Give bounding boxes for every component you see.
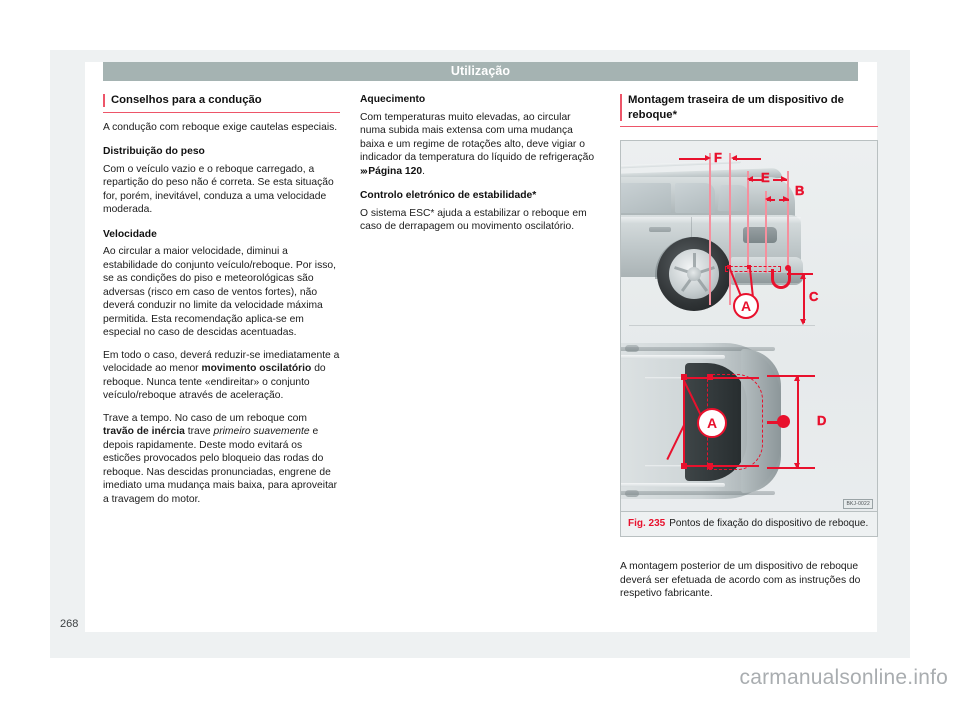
subheading-velocidade: Velocidade [103, 228, 157, 240]
paragraph-distribuicao: Com o veículo vazio e o reboque carregado, a repartição do peso não é correta. Se esta situação for, porém, inevitável, conduza a uma velocidade moderada. [103, 163, 334, 215]
subheading-aquecimento: Aquecimento [360, 94, 426, 105]
aquecimento-text: Com temperaturas muito elevadas, ao circular numa subida mais extensa com uma mudança baixa e um regime de rotações alto, deve vigiar o indicador da temperatura do líquido de refrigeração [360, 111, 595, 163]
column-two [360, 93, 597, 243]
subheading-distribuicao: Distribuição do peso [103, 146, 205, 157]
paragraph-intro: A condução com reboque exige cautelas especiais. [103, 121, 338, 133]
callout-marker-A-side: A [733, 293, 759, 319]
paragraph-montagem-posterior: A montagem posterior de um dispositivo de reboque deverá ser efetuada de acordo com as instruções do respetivo fabricante. [620, 561, 861, 599]
subheading-controlo-esc: Controlo eletrónico de estabilidade* [360, 190, 537, 201]
callout-marker-A-top: A [697, 408, 727, 438]
page-number: 268 [60, 618, 79, 630]
text-after-travao: e depois rapidamente. Deste modo evitará os esticões provocados pelo bloqueio das rodas do reboque. Nas descidas pronunciadas, engrene de imediato uma mudança mais baixa, para aproveitar a travagem do motor. [103, 426, 338, 505]
dimension-label-D: D [817, 413, 827, 428]
paragraph-aquecimento [360, 111, 597, 179]
figure-caption [620, 512, 878, 537]
figure-image-code: BKJ-0022 [843, 499, 873, 509]
running-head-bar [103, 62, 858, 81]
dimension-label-C: C [809, 289, 819, 304]
cross-reference-label: Página 120 [368, 165, 423, 177]
text-before-travao: Trave a tempo. No caso de um reboque com [103, 412, 307, 424]
text-before-bold: Em todo o caso, deverá reduzir-se imediatamente a velocidade ao menor [103, 349, 340, 374]
site-watermark: carmanualsonline.info [739, 666, 948, 689]
paragraph-controlo-esc: O sistema ESC* ajuda a estabilizar o reboque em caso de derrapagem ou movimento oscilatório. [360, 207, 587, 232]
dimension-label-E: E [761, 170, 770, 185]
figure-image-tow-hitch [620, 140, 878, 512]
figure-caption-text: Pontos de fixação do dispositivo de reboque. [669, 518, 869, 529]
paragraph-travagem [103, 412, 340, 507]
section-heading-conselhos: Conselhos para a condução [103, 93, 340, 113]
paragraph-velocidade: Ao circular a maior velocidade, diminui a estabilidade do conjunto veículo/reboque. Por isso, se as condições do piso e meteorológicas são adversas (risco em caso de ventos fortes), não deverá conduzir no limite da velocidade máxima permitida. Esta recomendação aplica-se em especial no caso de descidas acentuadas. [103, 246, 336, 338]
chevron-right-icon: ››› [360, 164, 367, 177]
aquecimento-text-end: . [422, 165, 425, 177]
emphasis-travao-inercia: travão de inércia [103, 426, 185, 437]
text-after-bold: do reboque. Nunca tente «endireitar» o conjunto veículo/reboque através de aceleração. [103, 363, 326, 401]
dimension-label-B: B [795, 183, 805, 198]
figure-number: Fig. 235 [628, 518, 666, 529]
emphasis-movimento-oscilatorio: movimento oscilatório [201, 363, 312, 374]
column-three [620, 93, 878, 135]
column-one [103, 93, 340, 506]
text-mid-travao: trave [184, 426, 214, 437]
emphasis-primeiro-suavemente: primeiro suavemente [213, 426, 310, 437]
paragraph-after-figure [620, 560, 878, 601]
paragraph-oscilatorio [103, 349, 340, 403]
cross-reference-pagina-120[interactable] [360, 166, 422, 177]
dimension-label-F: F [714, 150, 722, 165]
running-head-title: Utilização [450, 64, 511, 78]
figure-illustration [621, 141, 877, 512]
section-heading-montagem: Montagem traseira de um dispositivo de reboque* [620, 93, 878, 127]
